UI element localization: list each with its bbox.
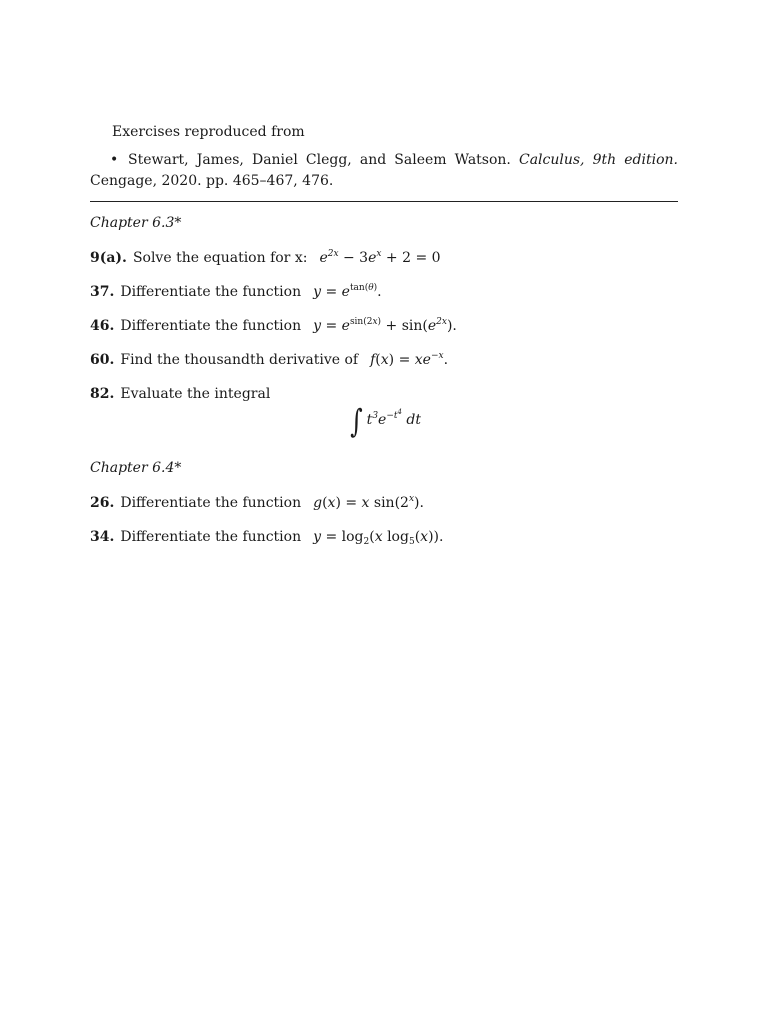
- exercise-item: [90, 385, 270, 403]
- document-page: [90, 0, 678, 1024]
- exercise-prompt: Evaluate the integral: [120, 386, 271, 402]
- section-divider: [90, 201, 678, 202]
- integral-equation: ∫ $t^3e^{-t^4}$ dt: [350, 402, 422, 440]
- exercise-equation: $f(x) = xe^{-x}$.: [370, 351, 449, 368]
- exercise-equation: $y = e^{tan(\theta)}$.: [313, 283, 382, 300]
- exercise-number: 46.: [90, 318, 115, 334]
- exercise-number: 82.: [90, 386, 115, 402]
- reference-authors: Stewart, James, Daniel Clegg, and Saleem Watson.: [128, 152, 511, 168]
- exercise-prompt: Differentiate the function: [120, 318, 302, 334]
- exercise-prompt: Differentiate the function: [120, 284, 302, 300]
- exercise-item: [90, 351, 448, 369]
- exercise-item: [90, 494, 424, 512]
- exercise-equation: $e^{2x} - 3e^x + 2 = 0$: [319, 249, 441, 266]
- bullet-icon: •: [110, 152, 119, 168]
- exercise-prompt: Differentiate the function: [120, 529, 302, 545]
- exercise-item: [90, 528, 443, 546]
- chapter-heading: Chapter 6.3*: [90, 215, 182, 231]
- reference-title: Calculus, 9th edition.: [518, 152, 678, 168]
- exercise-equation: $y = e^{sin(2x)} + \sin(e^{2x})$.: [313, 317, 457, 334]
- exercise-number: 26.: [90, 495, 115, 511]
- reference-details: Cengage, 2020. pp. 465–467, 476.: [90, 173, 334, 189]
- exercise-item: [90, 317, 457, 335]
- exercise-item: [90, 249, 441, 267]
- reference-entry: [90, 150, 678, 192]
- intro-text: Exercises reproduced from: [112, 124, 305, 140]
- exercise-prompt: Solve the equation for x:: [132, 250, 308, 266]
- exercise-equation: g(x) = x sin(2$^x$).: [313, 494, 424, 511]
- exercise-prompt: Find the thousandth derivative of: [120, 352, 359, 368]
- exercise-prompt: Differentiate the function: [120, 495, 302, 511]
- exercise-number: 9(a).: [90, 250, 127, 266]
- exercise-number: 37.: [90, 284, 115, 300]
- exercise-number: 34.: [90, 529, 115, 545]
- exercise-item: [90, 283, 382, 301]
- exercise-equation: $y = \log_2(x$ $\log_5(x)$).: [313, 529, 444, 547]
- integral-sign-icon: ∫: [350, 402, 363, 440]
- chapter-heading: Chapter 6.4*: [90, 460, 182, 476]
- exercise-number: 60.: [90, 352, 115, 368]
